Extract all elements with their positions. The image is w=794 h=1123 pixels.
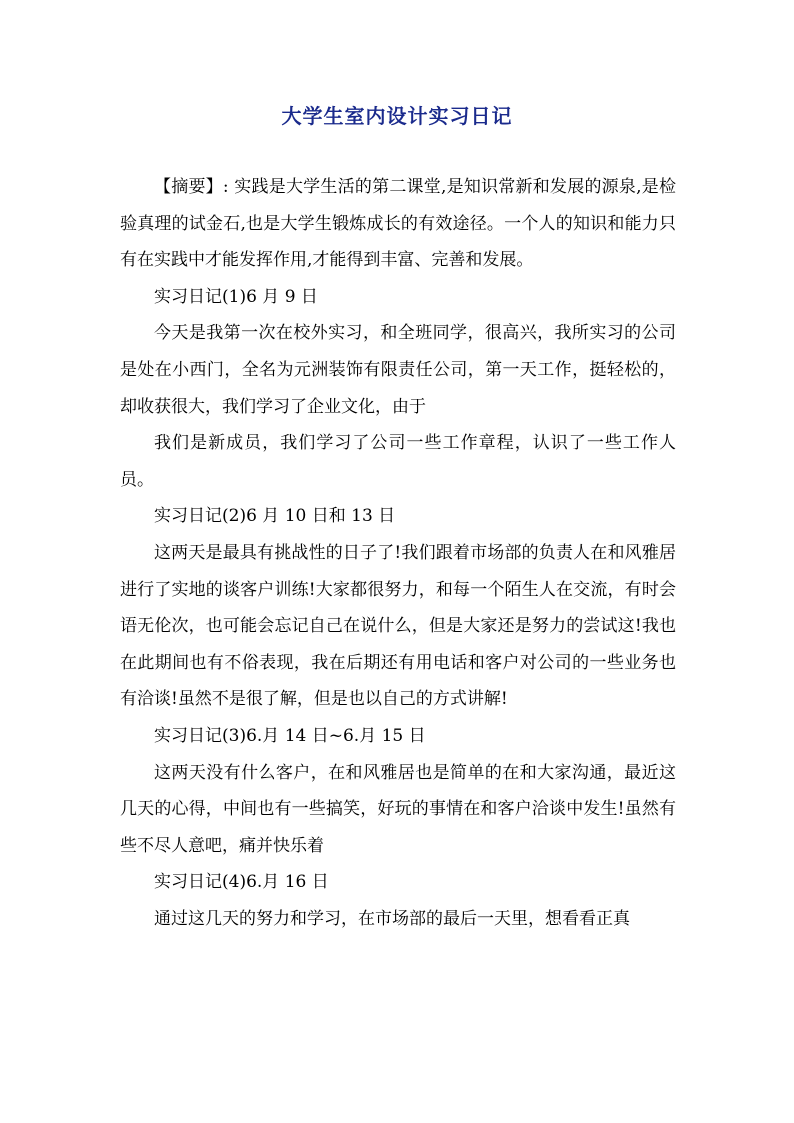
diary-paragraph-2: 这两天是最具有挑战性的日子了!我们跟着市场部的负责人在和风雅居进行了实地的谈客户训练!大家都很努力，和每一个陌生人在交流，有时会语无伦次，也可能会忘记自己在说什么，但是大家还是努力的尝试这!我也在此期间也有不俗表现，我在后期还有用电话和客户对公司的一些业务也有洽谈!虽然不是很了解，但是也以自己的方式讲解! (120, 542, 676, 710)
diary-heading-2: 实习日记(2)6 月 10 日和 13 日 (154, 506, 396, 527)
diary-heading-4: 实习日记(4)6.月 16 日 (154, 872, 329, 893)
diary-paragraph-3: 这两天没有什么客户，在和风雅居也是简单的在和大家沟通，最近这几天的心得，中间也有一些搞笑，好玩的事情在和客户洽谈中发生!虽然有些不尽人意吧，痛并快乐着 (120, 762, 676, 856)
diary-heading-1: 实习日记(1)6 月 9 日 (154, 286, 318, 307)
document-body (120, 169, 676, 937)
document-title: 大学生室内设计实习日记 (281, 104, 513, 128)
diary-paragraph-1a: 今天是我第一次在校外实习，和全班同学，很高兴，我所实习的公司是处在小西门，全名为元洲装饰有限责任公司，第一天工作，挺轻松的，却收获很大，我们学习了企业文化，由于 (120, 323, 676, 417)
abstract-paragraph: 【摘要】: 实践是大学生活的第二课堂,是知识常新和发展的源泉,是检验真理的试金石,也是大学生锻炼成长的有效途径。一个人的知识和能力只有在实践中才能发挥作用,才能得到丰富、完善和发展。 (120, 177, 676, 271)
diary-heading-3: 实习日记(3)6.月 14 日~6.月 15 日 (154, 725, 426, 746)
diary-paragraph-1b: 我们是新成员，我们学习了公司一些工作章程，认识了一些工作人员。 (120, 433, 676, 490)
diary-paragraph-4: 通过这几天的努力和学习，在市场部的最后一天里，想看看正真 (154, 908, 630, 929)
